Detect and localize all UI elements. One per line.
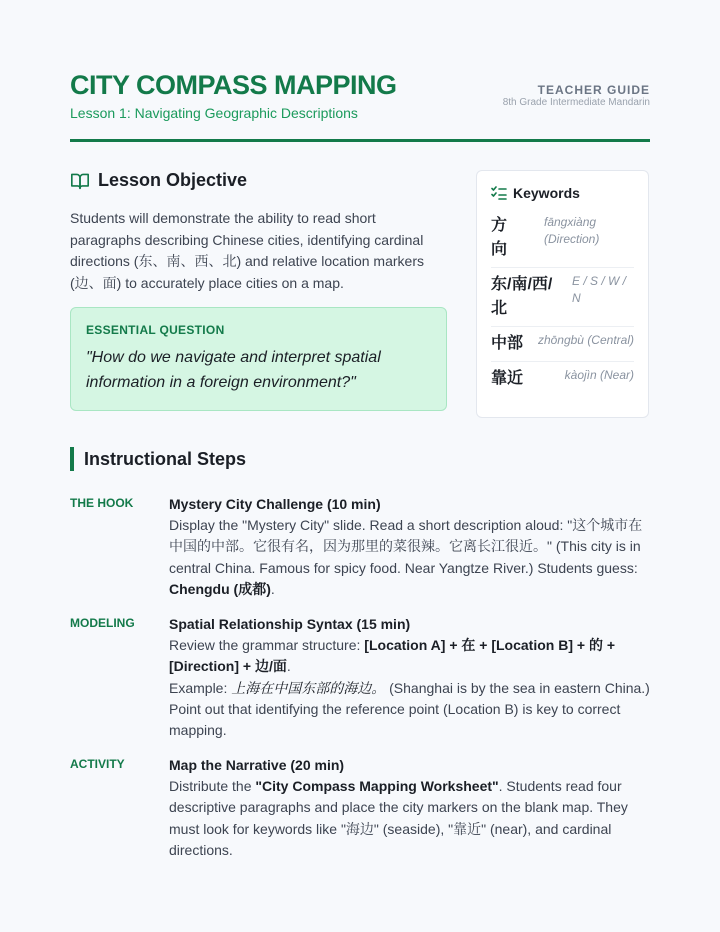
essential-question-text: "How do we navigate and interpret spatial information in a foreign environment?" — [86, 349, 381, 391]
keyword-item — [491, 268, 634, 327]
step-text — [169, 515, 651, 600]
keyword-item — [491, 327, 634, 362]
grade-label: 8th Grade Intermediate Mandarin — [502, 97, 650, 108]
step-description: Review the grammar structure: — [169, 637, 365, 654]
teacher-guide-label: TEACHER GUIDE — [537, 83, 650, 97]
step-title: Mystery City Challenge (10 min) — [169, 496, 381, 512]
essential-question-box — [70, 307, 447, 411]
step-text — [169, 776, 651, 861]
step-description: Display the "Mystery City" slide. Read a short description aloud: "这个城市在中国的中部。它很有名，因为那里的菜很辣。它离长江很近。" (This city is in central China. Famous for spicy food. Near Yangtze River.) Students guess: — [169, 517, 643, 576]
step-title: Spatial Relationship Syntax (15 min) — [169, 616, 411, 632]
keywords-heading — [491, 185, 634, 201]
page-header — [70, 70, 650, 142]
step-end: . Students read four descriptive paragraphs and place the city markers on the blank map. They must look for keywords like "海边" (seaside), "靠近" (near), and cardinal directions. — [169, 778, 628, 858]
essential-question-label: ESSENTIAL QUESTION — [86, 323, 225, 337]
step-end: . — [286, 658, 291, 675]
step-label: MODELING — [70, 616, 135, 630]
worksheet-name: "City Compass Mapping Worksheet" — [255, 778, 499, 795]
keyword-meaning: zhōngbù (Central) — [537, 333, 634, 347]
keyword-chinese: 靠近 — [491, 370, 524, 387]
step-body — [169, 494, 651, 600]
step-body — [169, 614, 651, 741]
objective-text: Students will demonstrate the ability to read short paragraphs describing Chinese cities, identifying cardinal directions (东、南、西、北) and relative location markers (边、面) to accurately place cities on a map. — [70, 210, 424, 291]
step-description: Distribute the — [169, 778, 256, 795]
keywords-card — [476, 170, 649, 418]
keyword-chinese: 方向 — [491, 217, 508, 258]
keyword-item — [491, 362, 634, 396]
book-open-icon — [70, 172, 90, 190]
keywords-list — [491, 209, 634, 396]
keyword-meaning: E / S / W / N — [572, 274, 627, 305]
step-end: . — [270, 580, 275, 597]
step-label: ACTIVITY — [70, 757, 125, 771]
step-example — [169, 678, 651, 742]
objective-title: Lesson Objective — [98, 170, 248, 190]
keyword-meaning: fāngxiàng (Direction) — [544, 215, 600, 246]
example-sentence: 上海在中国东部的海边。 — [231, 679, 386, 696]
step-title: Map the Narrative (20 min) — [169, 757, 345, 773]
keywords-title: Keywords — [513, 185, 580, 201]
keyword-item — [491, 209, 634, 268]
hook-answer: Chengdu (成都) — [169, 580, 271, 597]
page-subtitle: Lesson 1: Navigating Geographic Descriptions — [70, 105, 358, 121]
keyword-chinese: 东/南/西/北 — [491, 276, 553, 317]
step-label: THE HOOK — [70, 496, 134, 510]
step-body — [169, 755, 651, 861]
example-prefix: Example: — [169, 679, 232, 696]
objective-heading — [70, 170, 247, 191]
instructional-steps-heading: Instructional Steps — [70, 447, 246, 471]
grammar-structure: [Location A] + 在 + [Location B] + 的 + [Direction] + 边/面 — [169, 637, 616, 675]
keyword-meaning: kàojìn (Near) — [564, 368, 634, 382]
page-title: CITY COMPASS MAPPING — [70, 70, 397, 100]
step-text — [169, 635, 651, 677]
keyword-chinese: 中部 — [491, 335, 524, 352]
checklist-icon — [491, 186, 507, 200]
example-explanation: (Shanghai is by the sea in eastern China.) Point out that identifying the reference point (Location B) is key to correct mapping. — [169, 679, 650, 739]
